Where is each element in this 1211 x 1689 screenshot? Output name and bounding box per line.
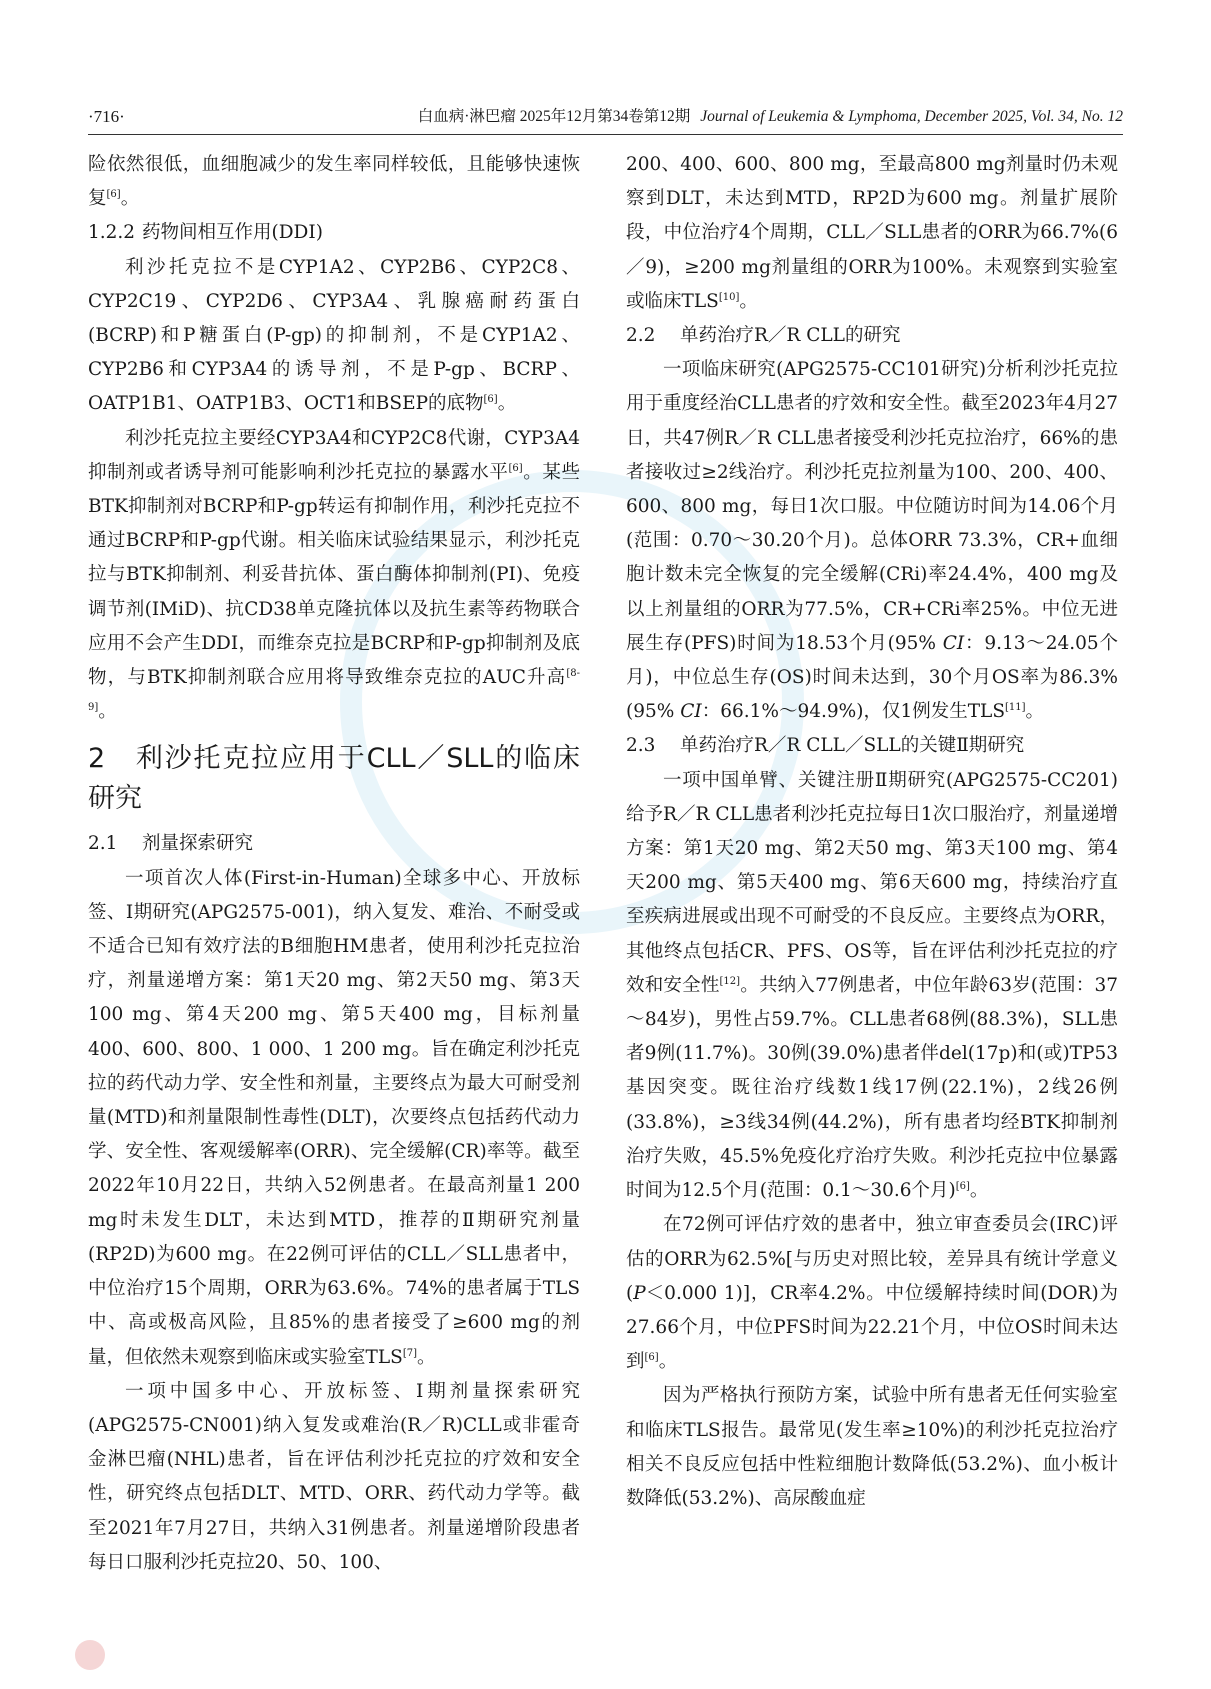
citation: [11]: [1005, 702, 1026, 714]
citation: [7]: [402, 1347, 417, 1359]
right-column: [626, 148, 1118, 1516]
citation: [6]: [644, 1351, 659, 1363]
citation: [6]: [955, 1180, 970, 1192]
section-heading-1-2-2: 1.2.2 药物间相互作用(DDI): [88, 222, 323, 244]
citation: [12]: [719, 975, 741, 987]
paragraph: 200、400、600、800 mg，至最高800 mg剂量时仍未观察到DLT，未达到MTD，RP2D为600 mg。剂量扩展阶段，中位治疗4个周期，CLL／SLL患者的ORR为66.7%(6／9)，≥200 mg剂量组的ORR为100%。未观察到实验室或临床TLS[10]。: [626, 154, 1118, 312]
citation: [6]: [106, 189, 121, 201]
journal-name-en: Journal of Leukemia & Lymphoma, December 2025, Vol. 34, No. 12: [700, 108, 1123, 125]
paragraph: 一项中国多中心、开放标签、Ⅰ期剂量探索研究(APG2575-CN001)纳入复发或难治(R／R)CLL或非霍奇金淋巴瘤(NHL)患者，旨在评估利沙托克拉的疗效和安全性，研究终点包括DLT、MTD、ORR、药代动力学等。截至2021年7月27日，共纳入31例患者。剂量递增阶段患者每日口服利沙托克拉20、50、100、: [88, 1380, 580, 1573]
citation: [6]: [483, 394, 498, 406]
paragraph: 利沙托克拉不是CYP1A2、CYP2B6、CYP2C8、CYP2C19、CYP2D6、CYP3A4、乳腺癌耐药蛋白(BCRP)和P糖蛋白(P-gp)的抑制剂，不是CYP1A2、CYP2B6和CYP3A4的诱导剂，不是P-gp、BCRP、OATP1B1、OATP1B3、OCT1和BSEP的底物[6]。: [88, 256, 580, 415]
citation: [8-9]: [88, 667, 580, 714]
paragraph: 一项中国单臂、关键注册Ⅱ期研究(APG2575-CC201)给予R／R CLL患者利沙托克拉每日1次口服治疗，剂量递增方案：第1天20 mg、第2天50 mg、第3天100 mg、第4天200 mg、第5天400 mg、第6天600 mg，持续治疗直至疾病进展或出现不可耐受的不良反应。主要终点为ORR，其他终点包括CR、PFS、OS等，旨在评估利沙托克拉的疗效和安全性[12]。共纳入77例患者，中位年龄63岁(范围：37～84岁)，男性占59.7%。CLL患者68例(88.3%)，SLL患者9例(11.7%)。30例(39.0%)患者伴del(17p)和(或)TP53基因突变。既往治疗线数1线17例(22.1%)，2线26例(33.8%)，≥3线34例(44.2%)，所有患者均经BTK抑制剂治疗失败，45.5%免疫化疗治疗失败。利沙托克拉中位暴露时间为12.5个月(范围：0.1～30.6个月)[6]。: [626, 769, 1118, 1202]
running-header: [88, 100, 1123, 135]
left-column: [88, 148, 580, 1580]
section-heading-2-3: 2.3 单药治疗R／R CLL／SLL的关键Ⅱ期研究: [626, 735, 1025, 757]
paragraph: 利沙托克拉主要经CYP3A4和CYP2C8代谢，CYP3A4抑制剂或者诱导剂可能影响利沙托克拉的暴露水平[6]。某些BTK抑制剂对BCRP和P-gp转运有抑制作用，利沙托克拉不通过BCRP和P-gp代谢。相关临床试验结果显示，利沙托克拉与BTK抑制剂、利妥昔抗体、蛋白酶体抑制剂(PI)、免疫调节剂(IMiD)、抗CD38单克隆抗体以及抗生素等药物联合应用不会产生DDI，而维奈克拉是BCRP和P-gp抑制剂及底物，与BTK抑制剂联合应用将导致维奈克拉的AUC升高[8-9]。: [88, 427, 580, 723]
paragraph: 在72例可评估疗效的患者中，独立审查委员会(IRC)评估的ORR为62.5%[与历史对照比较，差异具有统计学意义(P＜0.000 1)]，CR率4.2%。中位缓解持续时间(DOR)为27.66个月，中位PFS时间为22.21个月，中位OS时间未达到[6]。: [626, 1214, 1118, 1373]
paragraph: 险依然很低，血细胞减少的发生率同样较低，且能够快速恢复[6]。: [88, 154, 580, 210]
section-heading-2-2: 2.2 单药治疗R／R CLL的研究: [626, 325, 901, 347]
citation: [10]: [718, 291, 740, 303]
page-number: ·716·: [88, 107, 125, 126]
journal-citation: [418, 100, 1123, 134]
paragraph: 因为严格执行预防方案，试验中所有患者无任何实验室和临床TLS报告。最常见(发生率≥10%)的利沙托克拉治疗相关不良反应包括中性粒细胞计数降低(53.2%)、血小板计数降低(53.2%)、高尿酸血症: [626, 1385, 1118, 1509]
publisher-logo-mark: [75, 1640, 105, 1670]
paragraph: 一项临床研究(APG2575-CC101研究)分析利沙托克拉用于重度经治CLL患者的疗效和安全性。截至2023年4月27日，共47例R／R CLL患者接受利沙托克拉治疗，66%的患者接收过≥2线治疗。利沙托克拉剂量为100、200、400、600、800 mg，每日1次口服。中位随访时间为14.06个月(范围：0.70～30.20个月)。总体ORR 73.3%，CR+血细胞计数未完全恢复的完全缓解(CRi)率24.4%，400 mg及以上剂量组的ORR为77.5%，CR+CRi率25%。中位无进展生存(PFS)时间为18.53个月(95% CI：9.13～24.05个月)，中位总生存(OS)时间未达到，30个月OS率为86.3%(95% CI：66.1%～94.9%)，仅1例发生TLS[11]。: [626, 359, 1118, 723]
paragraph: 一项首次人体(First-in-Human)全球多中心、开放标签、Ⅰ期研究(APG2575-001)，纳入复发、难治、不耐受或不适合已知有效疗法的B细胞HM患者，使用利沙托克拉治疗，剂量递增方案：第1天20 mg、第2天50 mg、第3天100 mg、第4天200 mg、第5天400 mg，目标剂量400、600、800、1 000、1 200 mg。旨在确定利沙托克拉的药代动力学、安全性和剂量，主要终点为最大可耐受剂量(MTD)和剂量限制性毒性(DLT)，次要终点包括药代动力学、安全性、客观缓解率(ORR)、完全缓解(CR)率等。截至2022年10月22日，共纳入52例患者。在最高剂量1 200 mg时未发生DLT，未达到MTD，推荐的Ⅱ期研究剂量(RP2D)为600 mg。在22例可评估的CLL／SLL患者中，中位治疗15个周期，ORR为63.6%。74%的患者属于TLS中、高或极高风险，且85%的患者接受了≥600 mg的剂量，但依然未观察到临床或实验室TLS[7]。: [88, 867, 580, 1368]
citation: [6]: [508, 462, 523, 474]
section-heading-2: 2 利沙托克拉应用于CLL／SLL的临床研究: [88, 743, 580, 815]
journal-name-cn: 白血病·淋巴瘤 2025年12月第34卷第12期: [417, 108, 691, 125]
section-heading-2-1: 2.1 剂量探索研究: [88, 833, 254, 855]
